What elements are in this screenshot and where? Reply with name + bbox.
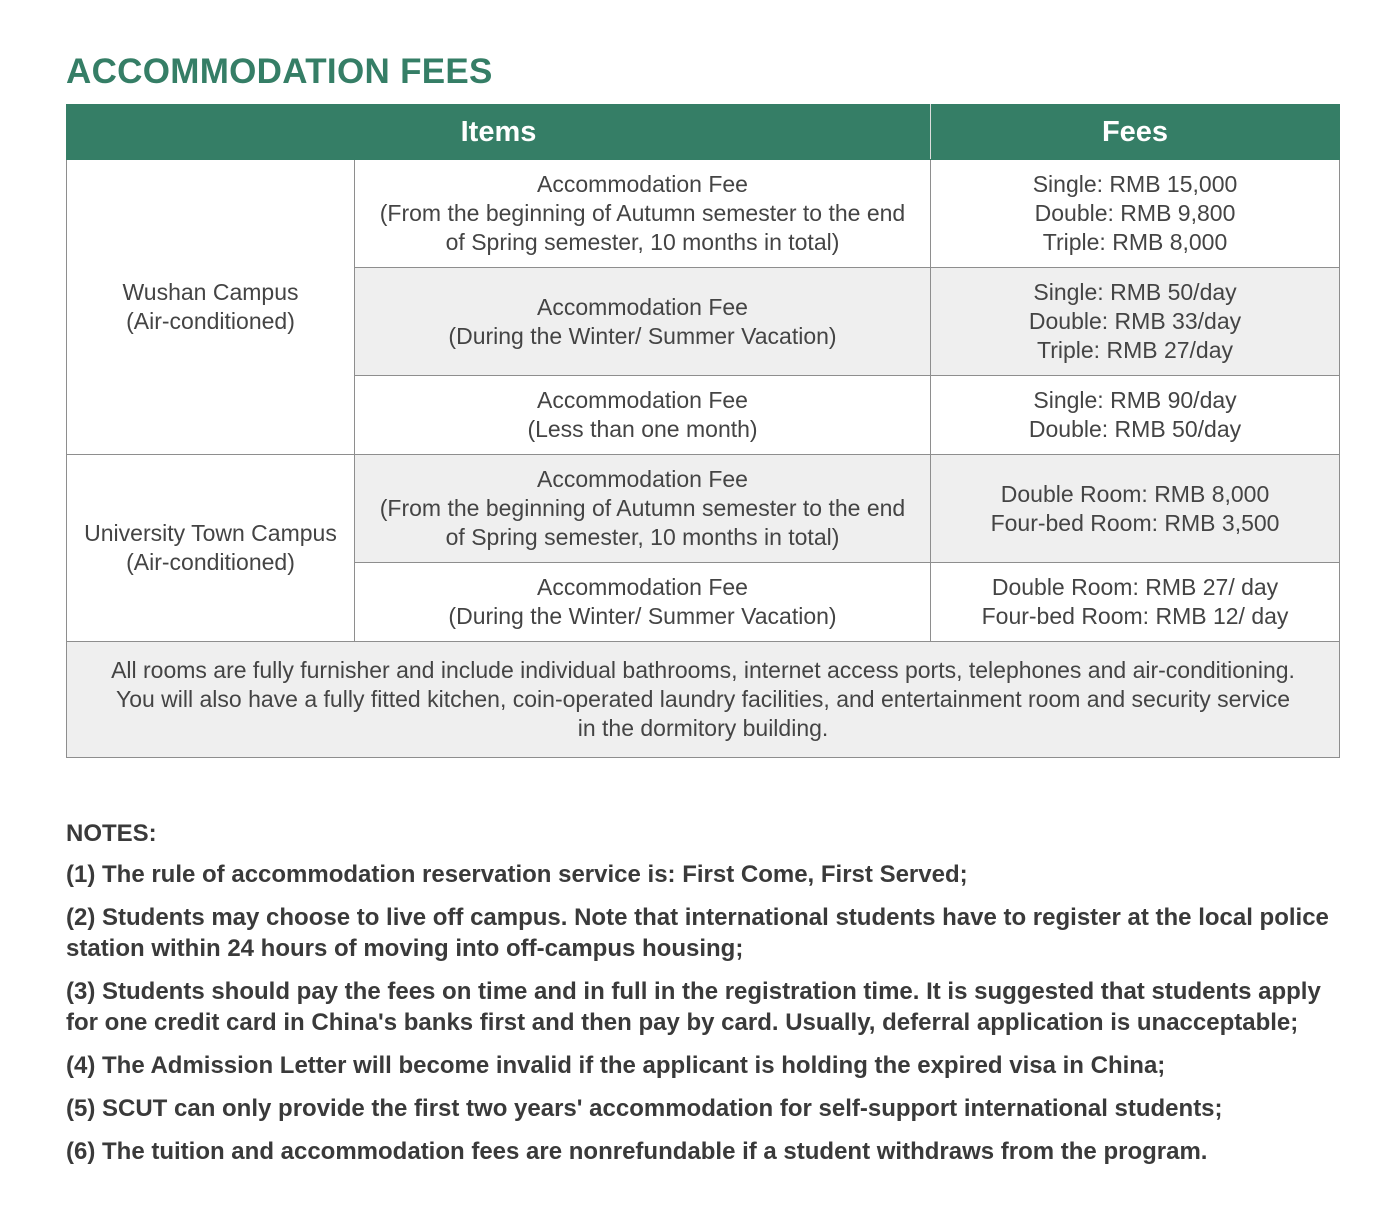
fee-line: Single: RMB 15,000 (1032, 171, 1238, 197)
item-line: (From the beginning of Autumn semester to the end (379, 495, 906, 521)
item-line: (From the beginning of Autumn semester to the end (379, 200, 906, 226)
note-item: (5) SCUT can only provide the first two years' accommodation for self-support international students; (66, 1095, 1223, 1122)
fee-line: Double: RMB 9,800 (1034, 200, 1236, 226)
item-line: Accommodation Fee (537, 387, 748, 413)
note-item: (4) The Admission Letter will become invalid if the applicant is holding the expired visa in China; (66, 1052, 1166, 1079)
item-line: (Less than one month) (527, 416, 758, 442)
item-line: Accommodation Fee (537, 574, 748, 600)
header-items: Items (67, 105, 931, 160)
fee-line: Single: RMB 90/day (1033, 387, 1237, 413)
campus-cell-university-town (67, 455, 355, 642)
item-line: (During the Winter/ Summer Vacation) (448, 603, 837, 629)
fee-line: Four-bed Room: RMB 12/ day (981, 603, 1289, 629)
fee-cell (931, 268, 1340, 376)
fee-line: Four-bed Room: RMB 3,500 (990, 509, 1280, 536)
item-line: (During the Winter/ Summer Vacation) (448, 322, 837, 349)
footnote-line: in the dormitory building. (577, 715, 829, 741)
fee-cell (931, 563, 1340, 642)
footnote-line: You will also have a fully fitted kitchen, coin-operated laundry facilities, and entertainment room and security service (115, 686, 1291, 712)
campus-name: Wushan Campus (122, 279, 299, 305)
item-line: Accommodation Fee (537, 293, 748, 320)
item-cell (355, 160, 931, 268)
item-line: of Spring semester, 10 months in total) (445, 524, 840, 550)
note-item: (1) The rule of accommodation reservation service is: First Come, First Served; (66, 861, 968, 888)
header-fees: Fees (931, 105, 1340, 160)
footnote-line: All rooms are fully furnisher and include individual bathrooms, internet access ports, telephones and air-conditioning. (111, 657, 1295, 683)
table-header-row (67, 105, 1340, 160)
table-row (67, 455, 1340, 563)
table-row (67, 160, 1340, 268)
campus-name: University Town Campus (84, 520, 337, 546)
note-item: (3) Students should pay the fees on time and in full in the registration time. It is suggested that students apply for one credit card in China's banks first and then pay by card. Usually, deferral application is unacceptable; (66, 978, 1321, 1036)
item-cell (355, 376, 931, 455)
fee-line: Double Room: RMB 27/ day (991, 574, 1279, 600)
item-line: Accommodation Fee (537, 466, 748, 492)
notes-section (66, 818, 1356, 1179)
fee-cell (931, 455, 1340, 563)
fee-line: Double: RMB 33/day (1028, 308, 1242, 334)
accommodation-fees-table (66, 104, 1340, 758)
item-line: of Spring semester, 10 months in total) (445, 229, 840, 255)
fee-cell (931, 160, 1340, 268)
fee-line: Triple: RMB 27/day (1037, 337, 1234, 363)
table-footnote (67, 642, 1340, 758)
campus-note: (Air-conditioned) (126, 549, 295, 575)
item-cell (355, 268, 931, 376)
campus-cell-wushan (67, 160, 355, 455)
fee-line: Double Room: RMB 8,000 (1000, 480, 1270, 507)
fee-cell (931, 376, 1340, 455)
page-title: ACCOMMODATION FEES (66, 52, 493, 91)
item-cell (355, 563, 931, 642)
notes-heading: NOTES: (66, 820, 157, 847)
note-item: (2) Students may choose to live off campus. Note that international students have to register at the local police station within 24 hours of moving into off-campus housing; (66, 904, 1329, 962)
table-footnote-row (67, 642, 1340, 758)
note-item: (6) The tuition and accommodation fees are nonrefundable if a student withdraws from the program. (66, 1138, 1208, 1165)
fee-line: Single: RMB 50/day (1033, 279, 1237, 305)
item-line: Accommodation Fee (537, 171, 748, 197)
item-cell (355, 455, 931, 563)
fee-line: Double: RMB 50/day (1028, 416, 1242, 442)
fee-line: Triple: RMB 8,000 (1042, 229, 1228, 255)
campus-note: (Air-conditioned) (126, 308, 295, 334)
